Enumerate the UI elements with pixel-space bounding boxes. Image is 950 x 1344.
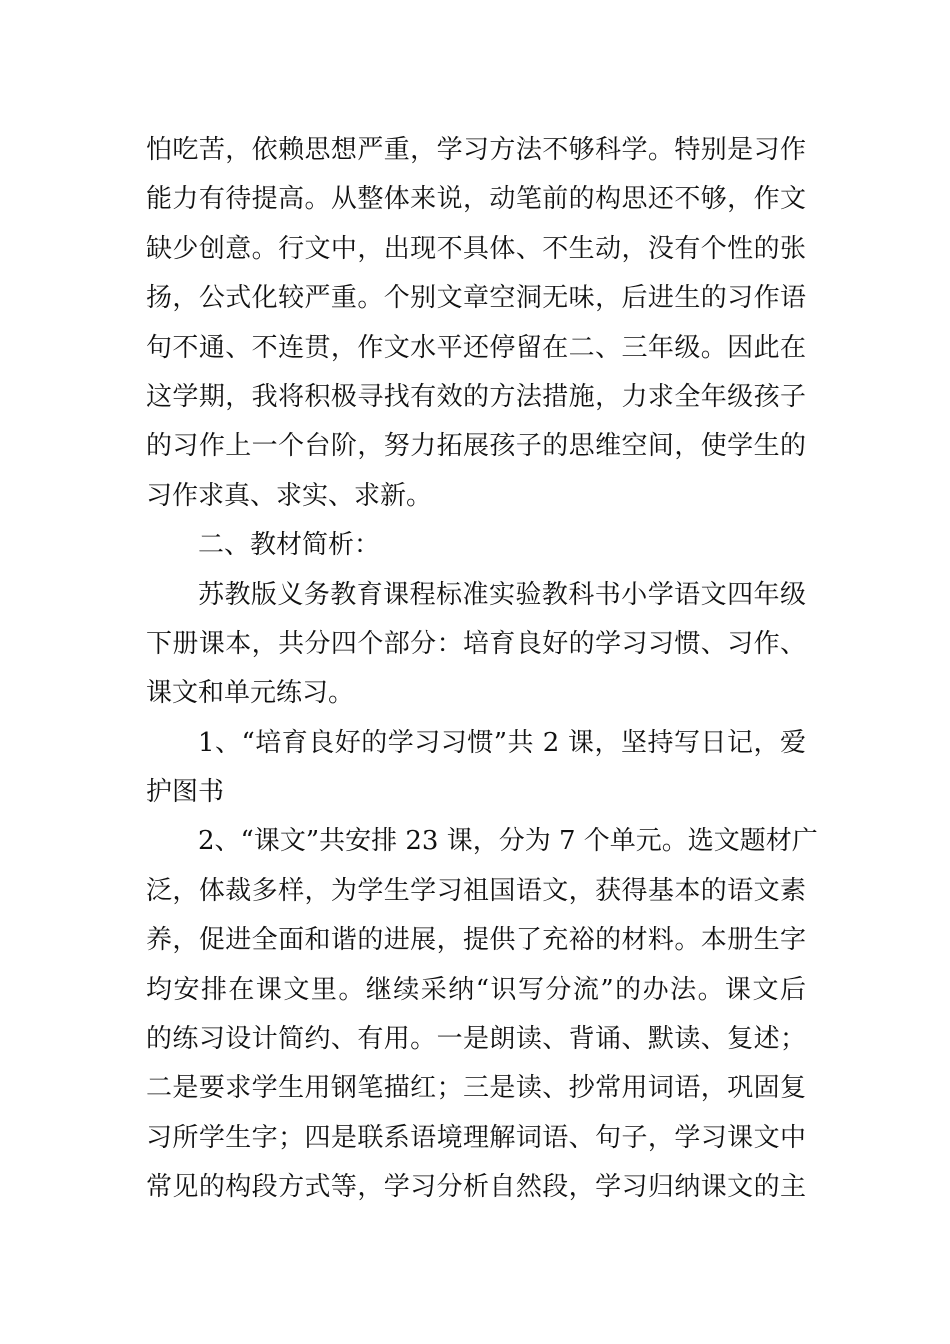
text-line: 扬，公式化较严重。个别文章空洞无味，后进生的习作语: [146, 283, 806, 314]
text-line: 怕吃苦，依赖思想严重，学习方法不够科学。特别是习作: [146, 135, 806, 165]
paragraph-textbook-overview: [146, 571, 806, 719]
text-line: 这学期，我将积极寻找有效的方法措施，力求全年级孩子: [146, 381, 806, 412]
text-line: 的习作上一个台阶，努力拓展孩子的思维空间，使学生的: [146, 431, 806, 462]
text-line: 养，促进全面和谐的进展，提供了充裕的材料。本册生字: [146, 925, 806, 956]
text-line: 缺少创意。行文中，出现不具体、不生动，没有个性的张: [146, 233, 806, 264]
paragraph-item-2: [146, 817, 818, 1212]
text-line: 下册课本，共分四个部分：培育良好的学习习惯、习作、: [146, 628, 806, 659]
text-line: 句不通、不连贯，作文水平还停留在二、三年级。因此在: [146, 332, 806, 363]
text-line: 常见的构段方式等，学习分析自然段，学习归纳课文的主: [146, 1172, 806, 1203]
text-line: 二是要求学生用钢笔描红；三是读、抄常用词语，巩固复: [146, 1073, 806, 1104]
heading-text: 二、教材简析：: [198, 530, 381, 561]
text-line: 1、“培育良好的学习习惯”共 2 课，坚持写日记，爱: [198, 727, 806, 758]
paragraph-item-1: [146, 719, 806, 818]
text-line: 能力有待提高。从整体来说，动笔前的构思还不够，作文: [146, 184, 806, 215]
text-line: 习所学生字；四是联系语境理解词语、句子，学习课文中: [146, 1122, 806, 1153]
text-line: 的练习设计简约、有用。一是朗读、背诵、默读、复述；: [146, 1024, 806, 1055]
section-heading-textbook-analysis: [146, 521, 806, 570]
text-line: 习作求真、求实、求新。: [146, 480, 433, 511]
text-line: 苏教版义务教育课程标准实验教科书小学语文四年级: [198, 579, 806, 610]
text-line: 课文和单元练习。: [146, 678, 355, 709]
text-line: 护图书: [146, 777, 225, 808]
document-body: [146, 126, 818, 1213]
text-line: 均安排在课文里。继续采纳“识写分流”的办法。课文后: [146, 974, 806, 1005]
text-line: 泛，体裁多样，为学生学习祖国语文，获得基本的语文素: [146, 875, 806, 906]
paragraph-intro-continued: [146, 126, 806, 521]
text-line: 2、“课文”共安排 23 课，分为 7 个单元。选文题材广: [198, 826, 818, 857]
